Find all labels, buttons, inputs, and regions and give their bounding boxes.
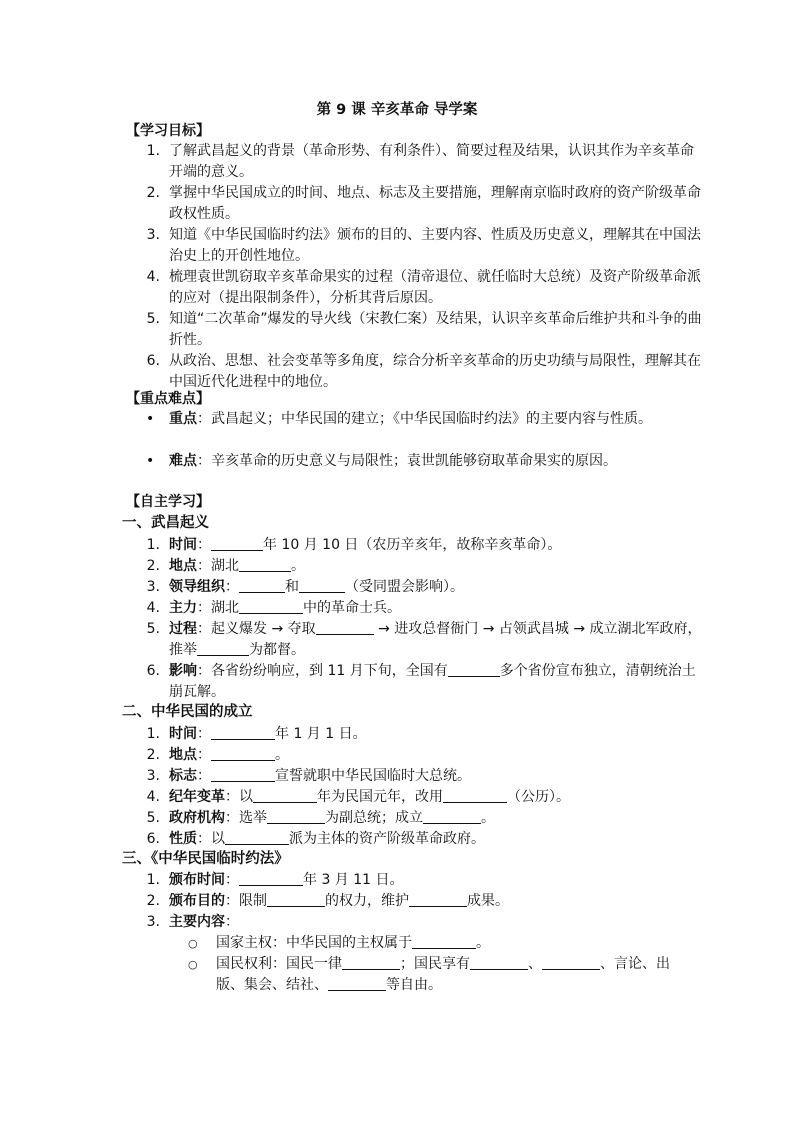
objective-item — [144, 225, 704, 267]
objective-item — [144, 141, 704, 183]
keypoint-lead: 难点 — [169, 453, 197, 469]
item-lead: 颁布目的 — [169, 893, 225, 909]
item-number: 4. — [146, 269, 160, 285]
item-text: （公历）。 — [507, 789, 570, 805]
item-lead: 领导组织 — [169, 579, 225, 595]
item-number: 5. — [146, 311, 160, 327]
item-text: 多个省份宣布独立，清朝统治土崩瓦解。 — [169, 663, 696, 700]
item-text: 从政治、思想、社会变革等多角度，综合分析辛亥革命的历史功绩与局限性，理解其在中国近代化进程中的地位。 — [169, 353, 701, 390]
item-text: ：湖北 — [197, 558, 239, 574]
item-lead: 标志 — [169, 768, 197, 784]
item-text: 。 — [275, 747, 289, 763]
fill-blank[interactable] — [412, 933, 476, 949]
item-text: ：限制 — [225, 893, 267, 909]
item-number: 3. — [146, 579, 160, 595]
item-number: 2. — [146, 747, 160, 763]
item-text: 的权力，维护 — [325, 893, 409, 909]
item-text: ；国民享有 — [400, 956, 470, 972]
item-number: 1. — [146, 537, 160, 553]
item-text: ：各省纷纷响应，到 11 月下旬，全国有 — [197, 663, 448, 679]
item-number: 1. — [146, 143, 160, 159]
item-text: 和 — [285, 579, 299, 595]
item-number: 2. — [146, 893, 160, 909]
fill-blank[interactable] — [197, 640, 249, 656]
objective-item — [144, 351, 704, 393]
fill-blank[interactable] — [299, 577, 345, 593]
item-text: 知道《中华民国临时约法》颁布的目的、主要内容、性质及历史意义，理解其在中国法治史上的开创性地位。 — [169, 227, 701, 264]
item-text: 知道“二次革命”爆发的导火线（宋教仁案）及结果，认识辛亥革命后维护共和斗争的曲折性。 — [169, 311, 702, 348]
item-text: 国家主权：中华民国的主权属于 — [216, 935, 412, 951]
section-objectives: 【学习目标】 — [126, 123, 210, 139]
item-lead: 影响 — [169, 663, 197, 679]
fill-blank[interactable] — [443, 787, 507, 803]
item-number: 6. — [146, 663, 160, 679]
item-lead: 时间 — [169, 537, 197, 553]
item-number: 4. — [146, 600, 160, 616]
item-lead: 主力 — [169, 600, 197, 616]
item-text: ：以 — [197, 831, 225, 847]
item-lead: 纪年变革 — [169, 789, 225, 805]
item-number: 1. — [146, 726, 160, 742]
item-text: 等自由。 — [386, 977, 442, 993]
item-text: 梳理袁世凯窃取辛亥革命果实的过程（清帝退位、就任临时大总统）及资产阶级革命派的应对（提出限制条件），分析其背后原因。 — [169, 269, 701, 306]
fill-blank[interactable] — [211, 535, 263, 551]
item-text: 宣誓就职中华民国临时大总统。 — [275, 768, 471, 784]
fill-blank[interactable] — [253, 787, 317, 803]
item-lead: 性质 — [169, 831, 197, 847]
content-subitem — [188, 954, 678, 996]
item-text: 、言论、出版、集会、结社、 — [216, 956, 670, 993]
part1-item — [144, 577, 704, 598]
fill-blank[interactable] — [542, 954, 600, 970]
item-text: 。 — [476, 935, 490, 951]
item-text: → 进攻总督衙门 → 占领武昌城 → 成立湖北军政府，推举 — [169, 621, 702, 658]
part2-item — [144, 808, 704, 829]
item-number: 6. — [146, 831, 160, 847]
section-keypoints: 【重点难点】 — [126, 391, 210, 407]
fill-blank[interactable] — [316, 619, 374, 635]
part2-item — [144, 766, 704, 787]
item-text: 国民权利：国民一律 — [216, 956, 342, 972]
part1-item — [144, 556, 704, 577]
item-text: 年 3 月 11 日。 — [303, 872, 404, 888]
fill-blank[interactable] — [211, 766, 275, 782]
lesson-title: 第 9 课 辛亥革命 导学案 — [316, 102, 478, 118]
item-number: 4. — [146, 789, 160, 805]
content-subitem — [188, 933, 678, 954]
item-text: 成果。 — [467, 893, 509, 909]
item-lead: 地点 — [169, 747, 197, 763]
item-number: 5. — [146, 810, 160, 826]
fill-blank[interactable] — [225, 829, 289, 845]
item-number: 2. — [146, 185, 160, 201]
item-lead: 时间 — [169, 726, 197, 742]
item-text: 掌握中华民国成立的时间、地点、标志及主要措施，理解南京临时政府的资产阶级革命政权性质。 — [169, 185, 701, 222]
part3-heading: 三、《中华民国临时约法》 — [122, 851, 289, 867]
item-text: 中的革命士兵。 — [303, 600, 401, 616]
item-number: 3. — [146, 768, 160, 784]
bullet-icon: • — [146, 453, 155, 469]
fill-blank[interactable] — [239, 598, 303, 614]
fill-blank[interactable] — [409, 891, 467, 907]
bullet-icon: • — [146, 411, 155, 427]
fill-blank[interactable] — [267, 891, 325, 907]
fill-blank[interactable] — [470, 954, 528, 970]
item-text: ： — [225, 914, 239, 930]
fill-blank[interactable] — [239, 556, 291, 572]
item-text: ：湖北 — [197, 600, 239, 616]
item-text: ：起义爆发 → 夺取 — [197, 621, 316, 637]
part3-item — [144, 891, 704, 912]
item-text: ： — [197, 537, 211, 553]
item-text: 。 — [291, 558, 305, 574]
item-lead: 主要内容 — [169, 914, 225, 930]
fill-blank[interactable] — [267, 808, 325, 824]
keypoint-item — [144, 409, 704, 430]
objective-item — [144, 183, 704, 225]
part2-item — [144, 724, 704, 745]
circle-bullet-icon: ○ — [188, 958, 198, 971]
part1-item — [144, 619, 704, 661]
part2-item — [144, 745, 704, 766]
item-text: 年 1 月 1 日。 — [275, 726, 367, 742]
part1-item — [144, 535, 704, 556]
item-text: 为副总统；成立 — [325, 810, 423, 826]
item-number: 3. — [146, 914, 160, 930]
item-text: ： — [197, 747, 211, 763]
keypoint-lead: 重点 — [169, 411, 197, 427]
item-text: ： — [197, 726, 211, 742]
item-text: 、 — [528, 956, 542, 972]
objective-item — [144, 267, 704, 309]
item-text: 。 — [481, 810, 495, 826]
fill-blank[interactable] — [211, 724, 275, 740]
fill-blank[interactable] — [328, 975, 386, 991]
fill-blank[interactable] — [239, 577, 285, 593]
item-number: 2. — [146, 558, 160, 574]
item-text: 为都督。 — [249, 642, 305, 658]
item-text: ：选举 — [225, 810, 267, 826]
item-lead: 地点 — [169, 558, 197, 574]
fill-blank[interactable] — [342, 954, 400, 970]
item-lead: 颁布时间 — [169, 872, 225, 888]
item-text: ： — [225, 579, 239, 595]
part3-item — [144, 870, 704, 891]
part1-heading: 一、武昌起义 — [122, 515, 209, 531]
item-text: 派为主体的资产阶级革命政府。 — [289, 831, 485, 847]
item-text: ：以 — [225, 789, 253, 805]
item-number: 1. — [146, 872, 160, 888]
fill-blank[interactable] — [448, 661, 500, 677]
item-text: 年为民国元年，改用 — [317, 789, 443, 805]
item-text: ： — [225, 872, 239, 888]
item-text: 了解武昌起义的背景（革命形势、有利条件）、简要过程及结果，认识其作为辛亥革命开端的意义。 — [169, 143, 694, 180]
part1-item — [144, 661, 704, 703]
part3-item — [144, 912, 704, 933]
part2-item — [144, 787, 704, 808]
keypoint-item — [144, 451, 704, 472]
item-number: 3. — [146, 227, 160, 243]
part1-item — [144, 598, 704, 619]
part2-item — [144, 829, 704, 850]
item-number: 6. — [146, 353, 160, 369]
item-text: 年 10 月 10 日（农历辛亥年，故称辛亥革命）。 — [263, 537, 562, 553]
fill-blank[interactable] — [211, 745, 275, 761]
item-number: 5. — [146, 621, 160, 637]
objective-item — [144, 309, 704, 351]
item-lead: 政府机构 — [169, 810, 225, 826]
part2-heading: 二、中华民国的成立 — [122, 704, 253, 720]
section-self-study: 【自主学习】 — [126, 494, 210, 510]
circle-bullet-icon: ○ — [188, 937, 198, 950]
item-text: （受同盟会影响）。 — [345, 579, 464, 595]
item-lead: 过程 — [169, 621, 197, 637]
keypoint-text: ：武昌起义；中华民国的建立；《中华民国临时约法》的主要内容与性质。 — [197, 411, 652, 427]
fill-blank[interactable] — [423, 808, 481, 824]
fill-blank[interactable] — [239, 870, 303, 886]
item-text: ： — [197, 768, 211, 784]
keypoint-text: ：辛亥革命的历史意义与局限性；袁世凯能够窃取革命果实的原因。 — [197, 453, 617, 469]
